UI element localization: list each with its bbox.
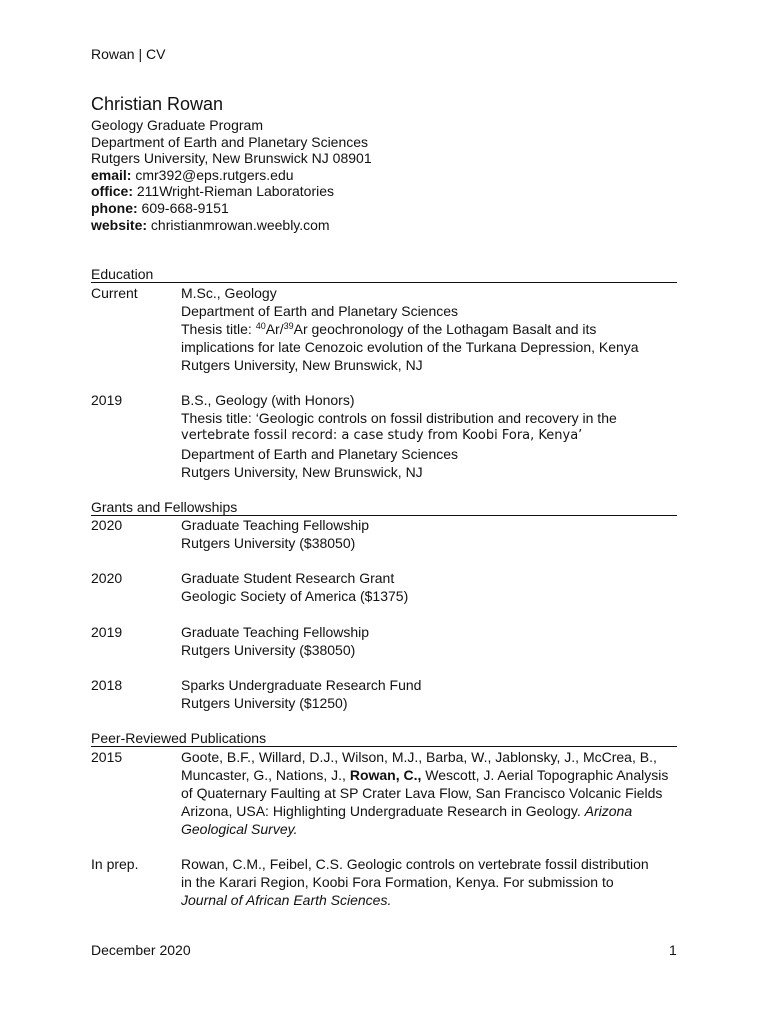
- citation-text: Rowan, C.M., Feibel, C.S. Geologic controls on vertebrate fossil distribution in the Karari Region, Koobi Fora Formation, Kenya. For submission to: [181, 856, 649, 890]
- grant-entry: [91, 516, 677, 552]
- grants-heading: Grants and Fellowships: [91, 499, 677, 516]
- grant-source: Rutgers University ($38050): [181, 642, 356, 658]
- education-bs-entry: [91, 391, 677, 481]
- running-header: Rowan | CV: [91, 46, 166, 62]
- isotope-40: 40: [255, 321, 266, 331]
- office-line: [91, 183, 372, 200]
- thesis-rest: Ar geochronology of the Lothagam Basalt and its: [293, 321, 597, 337]
- email-value[interactable]: cmr392@eps.rutgers.edu: [135, 166, 294, 183]
- element-ar: Ar/: [265, 321, 284, 337]
- website-value[interactable]: christianmrowan.weebly.com: [150, 216, 330, 233]
- program: Geology Graduate Program: [91, 117, 263, 133]
- university: Rutgers University, New Brunswick, NJ: [181, 464, 423, 480]
- education-msc-entry: [91, 284, 677, 374]
- phone-value: 609-668-9151: [141, 199, 229, 216]
- entry-date: 2020: [91, 517, 123, 533]
- highlighted-author: Rowan, C.,: [349, 767, 422, 783]
- journal-name: Arizona Geological Survey.: [181, 803, 633, 837]
- phone-line: [91, 200, 372, 217]
- grant-entry: [91, 676, 677, 712]
- website-line: [91, 217, 372, 234]
- entry-date: 2019: [91, 392, 123, 408]
- university-address: Rutgers University, New Brunswick NJ 08901: [91, 150, 372, 167]
- grant-source: Rutgers University ($1250): [181, 695, 348, 711]
- publication-entry: [91, 855, 677, 909]
- grant-entry: [91, 569, 677, 605]
- entry-date: 2019: [91, 624, 123, 640]
- publication-citation: [181, 748, 679, 838]
- isotope-39: 39: [283, 321, 294, 331]
- footer-date: December 2020: [91, 942, 191, 958]
- cv-name: Christian Rowan: [91, 94, 224, 114]
- degree: M.Sc., Geology: [181, 285, 277, 301]
- publications-heading: Peer-Reviewed Publications: [91, 730, 677, 747]
- grant-source: Rutgers University ($38050): [181, 535, 356, 551]
- entry-date: 2020: [91, 570, 123, 586]
- publication-entry: [91, 748, 677, 838]
- authors: Goote, B.F., Willard, D.J., Wilson, M.J., Barba, W., Jablonsky, J., McCrea, B., Muncaster, G., Nations, J.,: [181, 749, 657, 783]
- phone-label: phone:: [91, 199, 138, 216]
- entry-date: 2015: [91, 749, 123, 765]
- degree: B.S., Geology (with Honors): [181, 392, 355, 408]
- grant-source: Geologic Society of America ($1375): [181, 588, 409, 604]
- thesis-title-line1: [181, 320, 677, 338]
- grant-name: Graduate Teaching Fellowship: [181, 624, 370, 640]
- citation-text: Wescott, J. Aerial Topographic Analysis of Quaternary Faulting at SP Crater Lava Flow, San Francisco Volcanic Fields Arizona, USA: Highlighting Undergraduate Research in Geology.: [181, 767, 669, 819]
- journal-name: Journal of African Earth Sciences.: [181, 892, 392, 908]
- department: Department of Earth and Planetary Sciences: [181, 446, 459, 462]
- page-number: 1: [669, 942, 677, 958]
- grant-name: Graduate Teaching Fellowship: [181, 517, 370, 533]
- email-line: [91, 167, 372, 184]
- grant-name: Sparks Undergraduate Research Fund: [181, 677, 422, 693]
- publication-citation: [181, 855, 651, 909]
- entry-date: In prep.: [91, 856, 139, 872]
- thesis-title-line2: vertebrate fossil record: a case study from Koobi Fora, Kenya’: [181, 428, 583, 443]
- thesis-title-line2: implications for late Cenozoic evolution of the Turkana Depression, Kenya: [181, 339, 639, 355]
- grant-name: Graduate Student Research Grant: [181, 570, 395, 586]
- entry-date: 2018: [91, 677, 123, 693]
- grant-entry: [91, 623, 677, 659]
- website-label: website:: [91, 216, 148, 233]
- education-heading: Education: [91, 266, 677, 283]
- thesis-title-line1: Thesis title: ‘Geologic controls on fossil distribution and recovery in the: [181, 410, 617, 426]
- university: Rutgers University, New Brunswick, NJ: [181, 357, 423, 373]
- contact-block: [91, 117, 372, 233]
- department: Department of Earth and Planetary Sciences: [181, 303, 459, 319]
- entry-date: Current: [91, 285, 138, 301]
- office-value: 211Wright-Rieman Laboratories: [136, 183, 335, 200]
- email-label: email:: [91, 166, 132, 183]
- thesis-prefix: Thesis title:: [181, 321, 256, 337]
- department: Department of Earth and Planetary Sciences: [91, 133, 369, 150]
- office-label: office:: [91, 183, 133, 200]
